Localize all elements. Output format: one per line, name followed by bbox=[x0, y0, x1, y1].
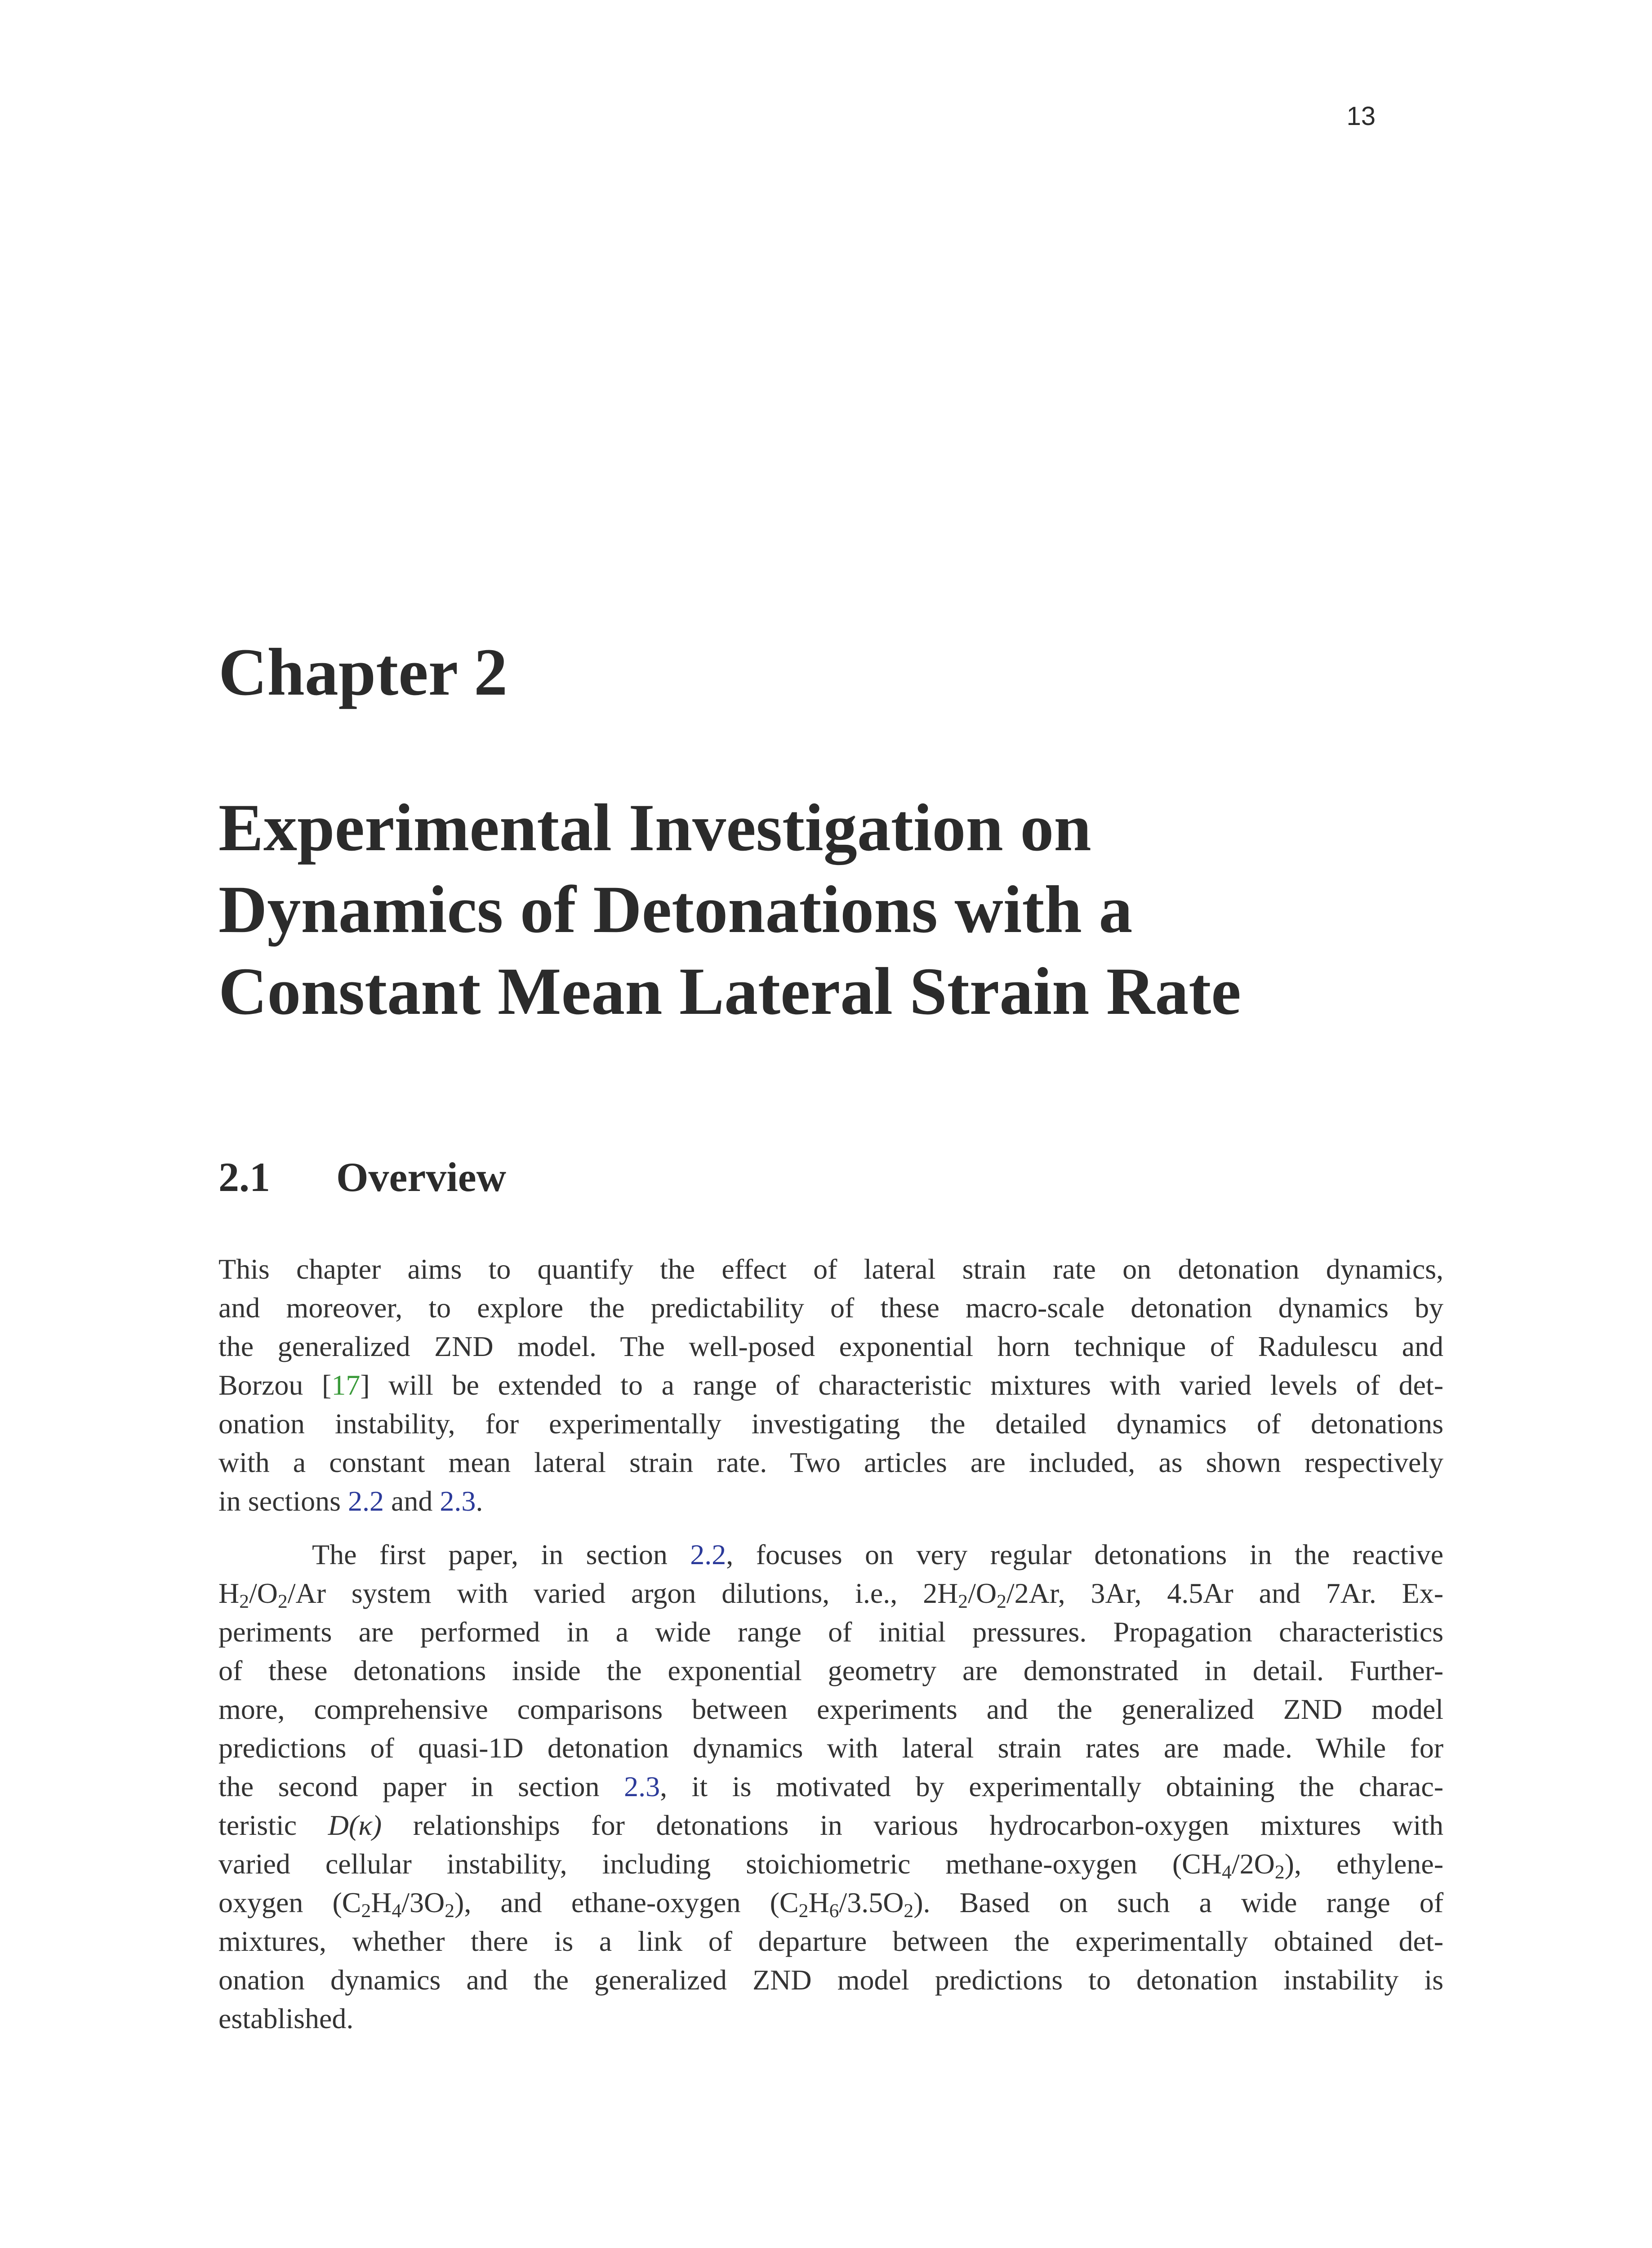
subscript: 6 bbox=[829, 1900, 839, 1922]
text-fragment: The first paper, in section bbox=[312, 1539, 690, 1570]
text-line: established. bbox=[218, 2003, 354, 2034]
chapter-label: Chapter 2 bbox=[218, 635, 508, 709]
text-line bbox=[218, 1845, 1443, 1883]
text-fragment: ] will be extended to a range of characteristic mixtures with varied levels of det- bbox=[360, 1369, 1444, 1401]
text-fragment: /3O bbox=[401, 1887, 445, 1918]
text-fragment: teristic bbox=[218, 1809, 328, 1841]
text-line bbox=[218, 1883, 1443, 1922]
text-fragment: the second paper in section bbox=[218, 1771, 624, 1802]
text-line: periments are performed in a wide range of initial pressures. Propagation characteristics bbox=[218, 1616, 1443, 1648]
text-fragment: ), and ethane-oxygen (C bbox=[454, 1887, 799, 1918]
subscript: 2 bbox=[361, 1900, 371, 1922]
text-line: with a constant mean lateral strain rate. Two articles are included, as shown respectively bbox=[218, 1446, 1443, 1478]
section-link-2-2[interactable]: 2.2 bbox=[347, 1485, 384, 1517]
text-line: and moreover, to explore the predictability of these macro-scale detonation dynamics by bbox=[218, 1292, 1443, 1324]
citation-link[interactable]: 17 bbox=[331, 1369, 361, 1401]
math-expression: D(κ) bbox=[328, 1809, 382, 1841]
subscript: 4 bbox=[1222, 1861, 1232, 1883]
page-number: 13 bbox=[1346, 102, 1376, 131]
text-fragment: H bbox=[371, 1887, 392, 1918]
subscript: 2 bbox=[1274, 1861, 1285, 1883]
overview-paragraph-1 bbox=[218, 1250, 1443, 1521]
text-line bbox=[218, 1767, 1443, 1806]
text-fragment: relationships for detonations in various hydrocarbon-oxygen mixtures with bbox=[382, 1809, 1444, 1841]
text-line: of these detonations inside the exponential geometry are demonstrated in detail. Further- bbox=[218, 1655, 1443, 1686]
overview-paragraph-2 bbox=[218, 1535, 1443, 2038]
text-fragment: H bbox=[218, 1577, 240, 1609]
text-line: onation instability, for experimentally investigating the detailed dynamics of detonations bbox=[218, 1408, 1443, 1440]
text-fragment: /2O bbox=[1231, 1848, 1275, 1880]
subscript: 2 bbox=[958, 1590, 968, 1612]
chapter-title bbox=[218, 787, 1459, 1032]
text-line bbox=[218, 1366, 1443, 1405]
text-fragment: /3.5O bbox=[839, 1887, 904, 1918]
subscript: 4 bbox=[392, 1900, 402, 1922]
text-line bbox=[218, 1574, 1443, 1613]
text-fragment: Borzou [ bbox=[218, 1369, 332, 1401]
text-fragment: , focuses on very regular detonations in the reactive bbox=[726, 1539, 1444, 1570]
subscript: 2 bbox=[798, 1900, 809, 1922]
text-fragment: /O bbox=[249, 1577, 278, 1609]
subscript: 2 bbox=[277, 1590, 288, 1612]
text-line: the generalized ZND model. The well-posed exponential horn technique of Radulescu and bbox=[218, 1330, 1443, 1362]
text-line: predictions of quasi-1D detonation dynamics with lateral strain rates are made. While for bbox=[218, 1732, 1443, 1764]
text-line bbox=[218, 1482, 1443, 1521]
subscript: 2 bbox=[904, 1900, 914, 1922]
chapter-title-line: Dynamics of Detonations with a bbox=[218, 872, 1133, 947]
section-number: 2.1 bbox=[218, 1154, 270, 1200]
section-heading bbox=[218, 1153, 506, 1201]
text-fragment: . bbox=[476, 1485, 483, 1517]
section-link-2-3[interactable]: 2.3 bbox=[440, 1485, 476, 1517]
text-line bbox=[218, 1806, 1443, 1845]
text-fragment: and bbox=[383, 1485, 440, 1517]
subscript: 2 bbox=[239, 1590, 249, 1612]
text-fragment: oxygen (C bbox=[218, 1887, 361, 1918]
subscript: 2 bbox=[445, 1900, 454, 1922]
text-line: more, comprehensive comparisons between experiments and the generalized ZND model bbox=[218, 1693, 1443, 1725]
text-line bbox=[218, 1535, 1443, 1574]
chapter-title-line: Experimental Investigation on bbox=[218, 790, 1091, 865]
section-title: Overview bbox=[336, 1154, 507, 1200]
text-line: mixtures, whether there is a link of departure between the experimentally obtained det- bbox=[218, 1925, 1443, 1957]
text-line: onation dynamics and the generalized ZND model predictions to detonation instability is bbox=[218, 1964, 1443, 1996]
text-fragment: H bbox=[808, 1887, 829, 1918]
text-fragment: ), ethylene- bbox=[1284, 1848, 1444, 1880]
section-link-2-2[interactable]: 2.2 bbox=[690, 1539, 726, 1570]
text-fragment: /O bbox=[968, 1577, 997, 1609]
text-fragment: varied cellular instability, including stoichiometric methane-oxygen (CH bbox=[218, 1848, 1222, 1880]
subscript: 2 bbox=[997, 1590, 1006, 1612]
text-fragment: /2Ar, 3Ar, 4.5Ar and 7Ar. Ex- bbox=[1006, 1577, 1444, 1609]
chapter-title-line: Constant Mean Lateral Strain Rate bbox=[218, 954, 1241, 1029]
text-fragment: , it is motivated by experimentally obtaining the charac- bbox=[660, 1771, 1444, 1802]
section-link-2-3[interactable]: 2.3 bbox=[624, 1771, 660, 1802]
text-fragment: /Ar system with varied argon dilutions, i.e., 2H bbox=[287, 1577, 958, 1609]
text-fragment: ). Based on such a wide range of bbox=[913, 1887, 1444, 1918]
text-fragment: in sections bbox=[218, 1485, 348, 1517]
text-line: This chapter aims to quantify the effect of lateral strain rate on detonation dynamics, bbox=[218, 1253, 1443, 1285]
